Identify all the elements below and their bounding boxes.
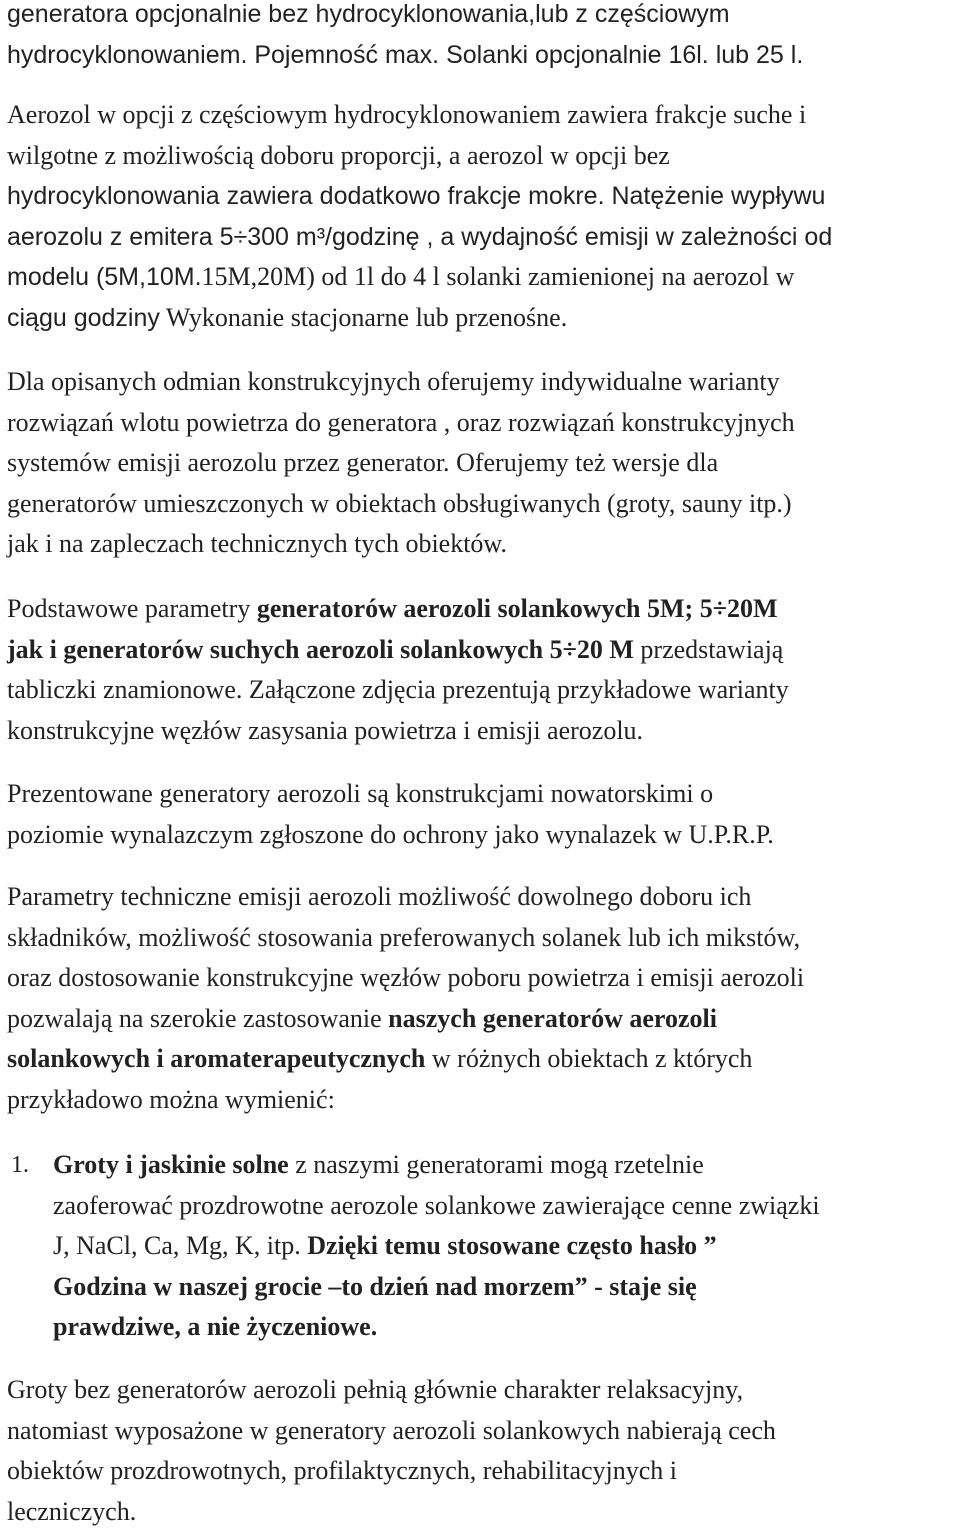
text-line: obiektów prozdrowotnych, profilaktycznych, rehabilitacyjnych i [7,1456,678,1486]
text-line: rozwiązań wlotu powietrza do generatora , oraz rozwiązań konstrukcyjnych [7,407,795,437]
text-line: wilgotne z możliwością doboru proporcji, a aerozol w opcji bez [7,140,670,170]
text-span: Natężenie wypływu [604,182,826,211]
text-span: przedstawiają [633,634,784,664]
text-line [7,999,804,1040]
text-span-bold: solankowych i aromaterapeutycznych [7,1044,426,1074]
text-span: Oferujemy też wersje dla [449,448,719,478]
text-line [53,1226,820,1267]
text-line [7,298,832,339]
text-span: J, NaCl, Ca, Mg, K, itp. [53,1231,308,1261]
text-span-bold: Dzięki temu stosowane często hasło ” [307,1231,717,1261]
text-line [7,589,789,630]
text-line: oraz dostosowanie konstrukcyjne węzłów poboru powietrza i emisji aerozoli [7,963,805,993]
text-line [7,670,789,711]
text-line [7,176,832,217]
list-number: 1. [11,1152,29,1178]
text-span: z naszymi generatorami mogą rzetelnie [288,1150,704,1179]
text-line: hydrocyklonowaniem. Pojemność max. Solanki opcjonalnie 16l. lub 25 l. [7,40,804,69]
paragraph-basic-parameters [7,589,789,751]
text-line [7,630,789,671]
text-line: generatorów umieszczonych w obiektach obsługiwanych (groty, sauny itp.) [7,488,792,518]
text-span: systemów emisji aerozolu przez generator. [7,448,450,478]
text-line: Parametry techniczne emisji aerozoli możliwość dowolnego doboru ich [7,882,752,911]
text-line: zaoferować prozdrowotne aerozole solankowe zawierające cenne związki [53,1190,820,1220]
text-line: Aerozol w opcji z częściowym hydrocyklonowaniem zawiera frakcje suche i [7,100,807,129]
text-line: natomiast wyposażone w generatory aerozoli solankowych nabierają cech [7,1415,776,1445]
text-span: pozwalają na szerokie zastosowanie [7,1003,389,1033]
paragraph-caves-character [7,1370,776,1532]
text-span: 15M,20M) od 1l do 4 l solanki zamienionej na aerozol w [201,262,795,292]
text-span: modelu (5M,10M. [7,263,202,292]
text-span-bold: naszych generatorów aerozoli [388,1003,717,1033]
paragraph-innovation [7,774,774,855]
text-line [7,1039,804,1080]
text-line: poziomie wynalazczym zgłoszone do ochrony jako wynalazek w U.P.R.P. [7,819,774,849]
text-line: przykładowo można wymienić: [7,1084,335,1114]
list-item-salt-caves [53,1145,820,1348]
paragraph-construction-variants [7,362,795,565]
text-line: Groty bez generatorów aerozoli pełnią głównie charakter relaksacyjny, [7,1375,744,1404]
text-line [7,443,795,484]
paragraph-aerosol-fractions [7,95,832,339]
text-line: leczniczych. [7,1496,137,1526]
text-span: ciągu godziny [7,303,160,332]
text-line [7,257,832,298]
text-line: składników, możliwość stosowania preferowanych solanek lub ich mikstów, [7,922,801,952]
text-span: hydrocyklonowania zawiera dodatkowo frakcje mokre. [7,182,605,211]
text-span: Wykonanie stacjonarne lub przenośne. [159,302,568,332]
text-line-bold: Godzina w naszej grocie –to dzień nad morzem” - staje się [53,1271,697,1301]
text-line: Prezentowane generatory aerozoli są konstrukcjami nowatorskimi o [7,779,714,808]
text-line-bold: prawdziwe, a nie życzeniowe. [53,1312,378,1342]
text-line: aerozolu z emitera 5÷300 m³/godzinę , a wydajność emisji w zależności od [7,222,833,251]
text-span: Podstawowe parametry [7,594,257,623]
text-line: jak i na zapleczach technicznych tych obiektów. [7,529,508,559]
text-line [53,1145,820,1186]
text-span: w różnych obiektach z których [425,1044,753,1074]
text-span: Załączone zdjęcia prezentują przykładowe warianty [242,675,789,705]
text-line: generatora opcjonalnie bez hydrocyklonowania,lub z częściowym [7,0,730,28]
text-span-bold: Groty i jaskinie solne [53,1150,289,1179]
text-span-bold: generatorów aerozoli solankowych 5M; 5÷20M [256,594,778,623]
text-line: Dla opisanych odmian konstrukcyjnych oferujemy indywidualne warianty [7,367,780,396]
text-line: konstrukcyjne węzłów zasysania powietrza i emisji aerozolu. [7,715,644,745]
text-span-bold: jak i generatorów suchych aerozoli solankowych 5÷20 M [7,634,634,664]
paragraph-generator-options [7,0,803,75]
paragraph-technical-parameters [7,877,804,1121]
text-span: tabliczki znamionowe. [7,675,243,705]
